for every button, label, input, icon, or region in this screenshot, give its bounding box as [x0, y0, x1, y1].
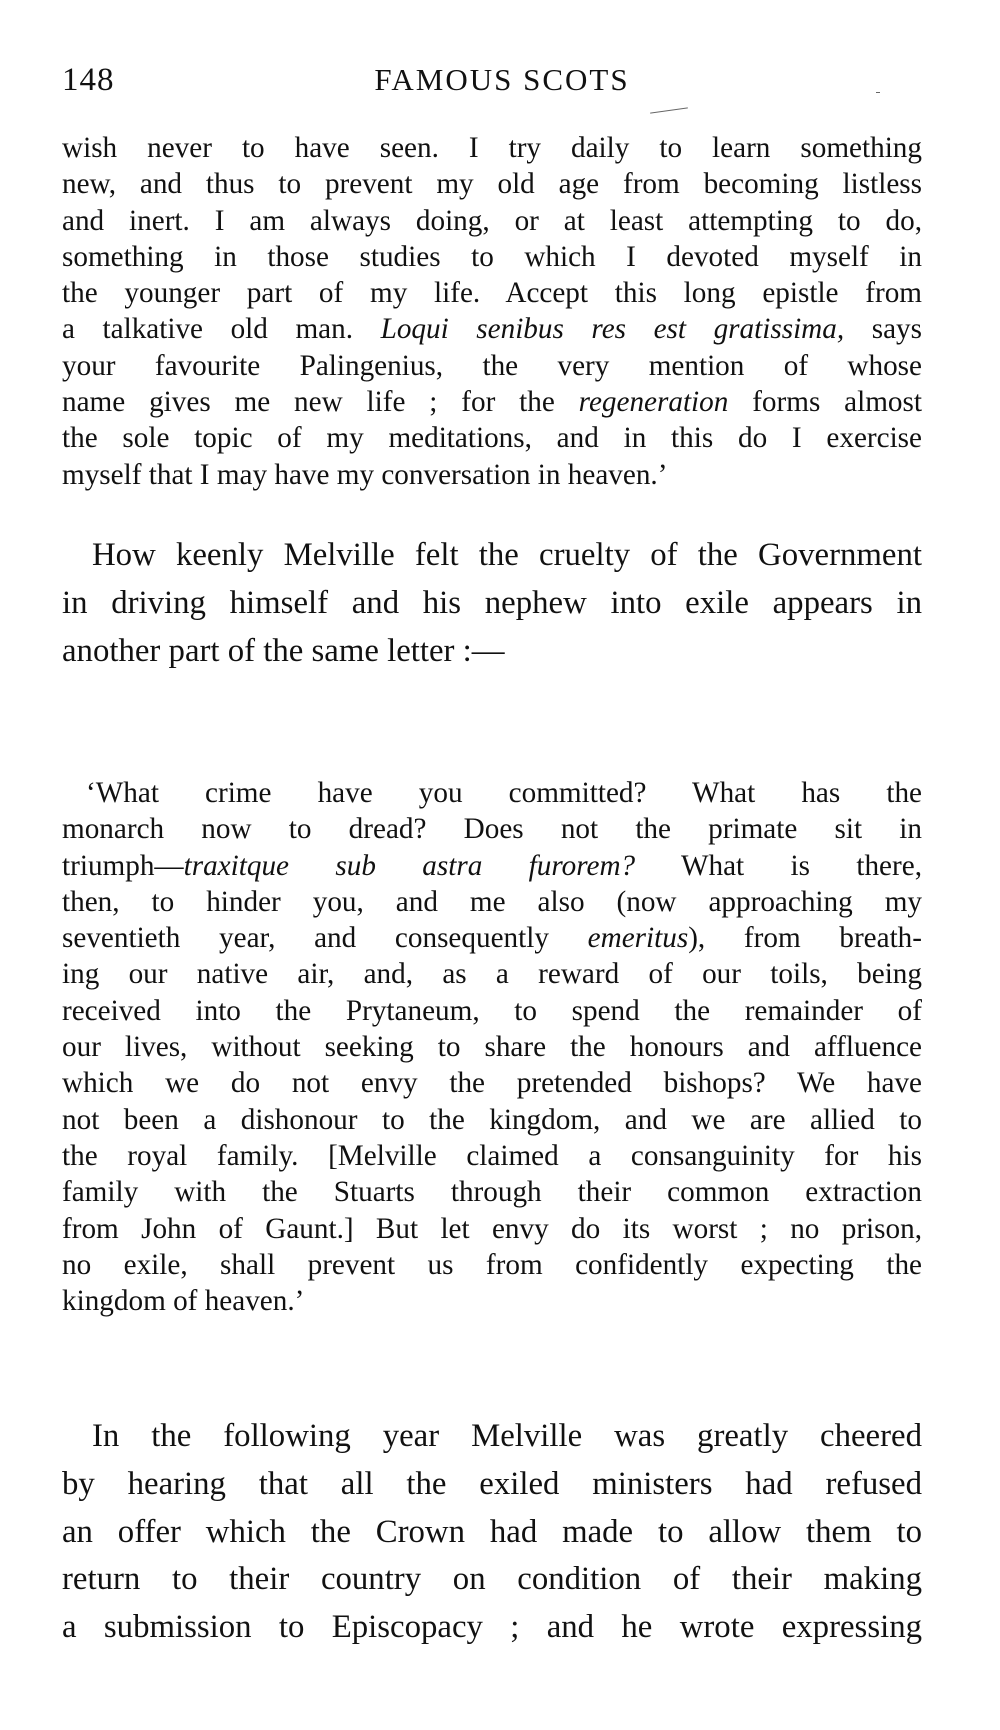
text-line: a submission to Episcopacy ; and he wrote expressing [62, 1609, 922, 1646]
text-line: In the following year Melville was greatly cheered [92, 1418, 922, 1454]
text-run: triumph— [62, 849, 184, 882]
text-line: family with the Stuarts through their common extraction [62, 1176, 922, 1209]
paragraph-melville-exile [62, 532, 922, 675]
text-line: your favourite Palingenius, the very mention of whose [62, 349, 922, 382]
text-line [62, 311, 922, 347]
italic-word: regeneration [578, 386, 729, 419]
text-line [62, 920, 922, 956]
text-line: received into the Prytaneum, to spend the remainder of [62, 994, 922, 1027]
running-title: FAMOUS SCOTS [374, 62, 630, 97]
text-line: something in those studies to which I devoted myself in [62, 240, 922, 273]
text-run: a talkative old man. [62, 313, 381, 346]
text-line: another part of the same letter :— [62, 632, 505, 669]
quote-block-what-crime [62, 775, 922, 1319]
text-run: forms almost [728, 386, 922, 419]
latin-phrase: traxitque sub astra furorem? [183, 849, 636, 882]
page-number: 148 [62, 62, 115, 98]
text-line: and inert. I am always doing, or at least attempting to do, [62, 204, 922, 237]
text-line: myself that I may have my conversation in heaven.’ [62, 458, 668, 491]
text-line: our lives, without seeking to share the honours and affluence [62, 1031, 922, 1064]
text-line: not been a dishonour to the kingdom, and we are allied to [62, 1103, 922, 1136]
text-line [62, 384, 922, 420]
text-line: How keenly Melville felt the cruelty of the Government [92, 537, 922, 573]
text-line: an offer which the Crown had made to allow them to [62, 1513, 922, 1550]
text-line: the royal family. [Melville claimed a consanguinity for his [62, 1139, 922, 1172]
text-run: What is there, [635, 849, 922, 882]
text-line: no exile, shall prevent us from confidently expecting the [62, 1248, 922, 1281]
paragraph-following-year [62, 1413, 922, 1652]
text-run: ), from breath- [688, 922, 922, 955]
text-line: by hearing that all the exiled ministers had refused [62, 1465, 922, 1502]
scan-mark [876, 92, 880, 93]
text-line: ‘What crime have you committed? What has the [86, 777, 922, 809]
text-line: monarch now to dread? Does not the primate sit in [62, 813, 922, 846]
quote-block-letter-continuation [62, 130, 922, 493]
text-line: ing our native air, and, as a reward of our toils, being [62, 958, 922, 991]
page-header [62, 62, 942, 112]
text-line: wish never to have seen. I try daily to learn something [62, 132, 922, 164]
text-line [62, 848, 922, 884]
text-line: return to their country on condition of their making [62, 1561, 922, 1598]
text-line: from John of Gaunt.] But let envy do its worst ; no prison, [62, 1212, 922, 1245]
text-line: which we do not envy the pretended bishops? We have [62, 1067, 922, 1100]
text-line: the sole topic of my meditations, and in this do I exercise [62, 422, 922, 455]
text-run: says [844, 313, 922, 346]
text-line: kingdom of heaven.’ [62, 1285, 305, 1318]
text-line: the younger part of my life. Accept this long epistle from [62, 277, 922, 310]
text-run: seventieth year, and consequently [62, 922, 588, 955]
latin-phrase: Loqui senibus res est gratissima, [380, 313, 845, 346]
text-line: in driving himself and his nephew into exile appears in [62, 584, 922, 621]
italic-word: emeritus [587, 922, 689, 955]
text-run: name gives me new life ; for the [62, 386, 579, 419]
text-line: then, to hinder you, and me also (now approaching my [62, 885, 922, 918]
text-line: new, and thus to prevent my old age from becoming listless [62, 168, 922, 201]
